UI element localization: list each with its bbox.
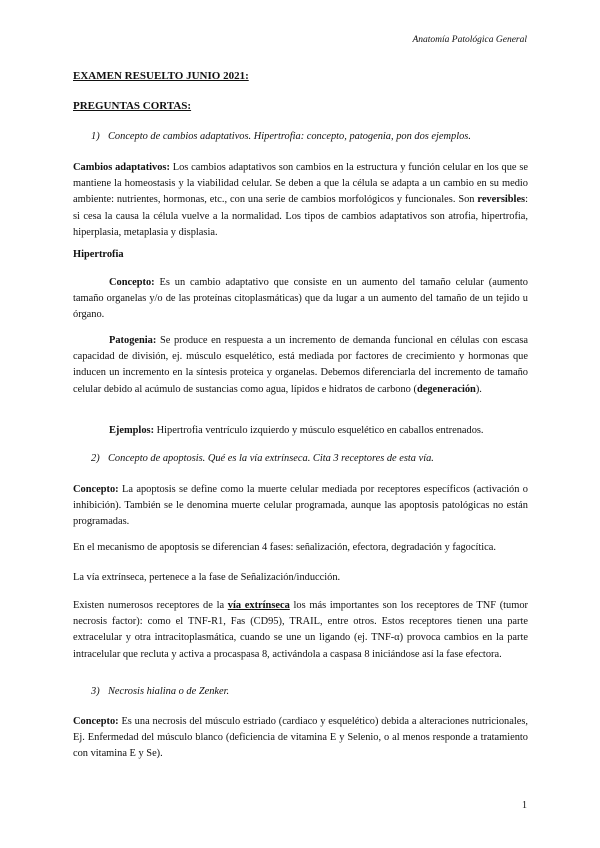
term-label: Concepto: bbox=[109, 277, 155, 288]
paragraph-concepto-apoptosis: Concepto: La apoptosis se define como la muerte celular mediada por receptores específicos (activación o inhibición). También se le denomina muerte celular programada, aunque las apoptosis patológicas no están programadas. bbox=[73, 484, 528, 528]
question-text: Concepto de cambios adaptativos. Hipertrofia: concepto, patogenia, pon dos ejemplos. bbox=[108, 131, 471, 142]
paragraph-ejemplos: Ejemplos: Hipertrofia ventrículo izquierdo y músculo esquelético en caballos entrenados. bbox=[109, 425, 484, 436]
term-label: Cambios adaptativos: bbox=[73, 162, 170, 173]
bold-term: degeneración bbox=[416, 383, 476, 395]
paragraph-concepto-hipertrofia: Concepto: Es un cambio adaptativo que consiste en un aumento del tamaño celular (aumento tamaño organelas y/o de las proteínas citoplasmáticas) que da lugar a un aumento del tamaño de un tejido u órgano. bbox=[73, 277, 528, 321]
subheading-hipertrofia: Hipertrofia bbox=[73, 249, 124, 260]
paragraph-receptores: Existen numerosos receptores de la vía extrínseca los más importantes son los receptores de TNF (tumor necrosis factor): como el TNF-R1, Fas (CD95), TRAIL, entre otros. Estos receptores tienen una parte extracelular y otra intracitoplasmática, cuando se une un ligando (ej. TNF-α) provoca cambios en la parte intracelular que recluta y activa a procaspasa 8, activándola a caspasa 8 iniciándose así la fase efectora. bbox=[73, 600, 528, 660]
paragraph-cambios-adaptativos: Cambios adaptativos: Los cambios adaptativos son cambios en la estructura y función celular en los que se mantiene la homeostasis y la viabilidad celular. Se deben a que la célula se adapta a un cambio en su medio ambiente: nutrientes, hormonas, etc., con una serie de cambios morfológicos y funcionales. Son reversibles: si cesa la causa la célula vuelve a la normalidad. Los tipos de cambios adaptativos son atrofia, hipertrofia, hiperplasia, metaplasia y displasia. bbox=[73, 162, 529, 238]
question-number: 1) bbox=[91, 131, 100, 142]
question-number: 3) bbox=[91, 686, 100, 697]
question-2 bbox=[91, 453, 434, 464]
paragraph-via-extrinseca: La vía extrínseca, pertenece a la fase de Señalización/inducción. bbox=[73, 572, 341, 583]
bold-term: vía extrínseca bbox=[227, 600, 290, 611]
term-label: Concepto: bbox=[73, 716, 119, 727]
term-label: Patogenia: bbox=[109, 335, 157, 346]
question-text: Necrosis hialina o de Zenker. bbox=[108, 686, 230, 697]
page-number: 1 bbox=[522, 800, 527, 811]
paragraph-concepto-necrosis: Concepto: Es una necrosis del músculo estriado (cardiaco y esquelético) debida a alteraciones nutricionales, Ej. Enfermedad del músculo blanco (deficiencia de vitamina E y Selenio, o al menos responde a tratamiento con vitamina E y Se). bbox=[73, 716, 528, 760]
paragraph-patogenia: Patogenia: Se produce en respuesta a un incremento de demanda funcional en células con escasa capacidad de división, ej. músculo esquelético, está mediada por factores de crecimiento y hormonas que inducen un incremento en la síntesis proteica y organelas. Debemos diferenciarla del incremento de tamaño celular debido al acúmulo de sustancias como agua, lípidos e hidratos de carbono (degeneración). bbox=[73, 335, 528, 395]
question-number: 2) bbox=[91, 453, 100, 464]
running-header: Anatomía Patológica General bbox=[412, 35, 527, 45]
exam-title: EXAMEN RESUELTO JUNIO 2021: bbox=[73, 70, 249, 82]
question-text: Concepto de apoptosis. Qué es la vía extrínseca. Cita 3 receptores de esta vía. bbox=[108, 453, 434, 464]
term-label: Concepto: bbox=[73, 484, 119, 495]
paragraph-fases: En el mecanismo de apoptosis se diferencian 4 fases: señalización, efectora, degradación y fagocítica. bbox=[73, 542, 496, 553]
question-3 bbox=[91, 686, 229, 697]
bold-term: reversibles bbox=[477, 194, 526, 206]
section-title: PREGUNTAS CORTAS: bbox=[73, 100, 192, 112]
term-label: Ejemplos: bbox=[109, 425, 155, 436]
question-1 bbox=[91, 131, 471, 142]
